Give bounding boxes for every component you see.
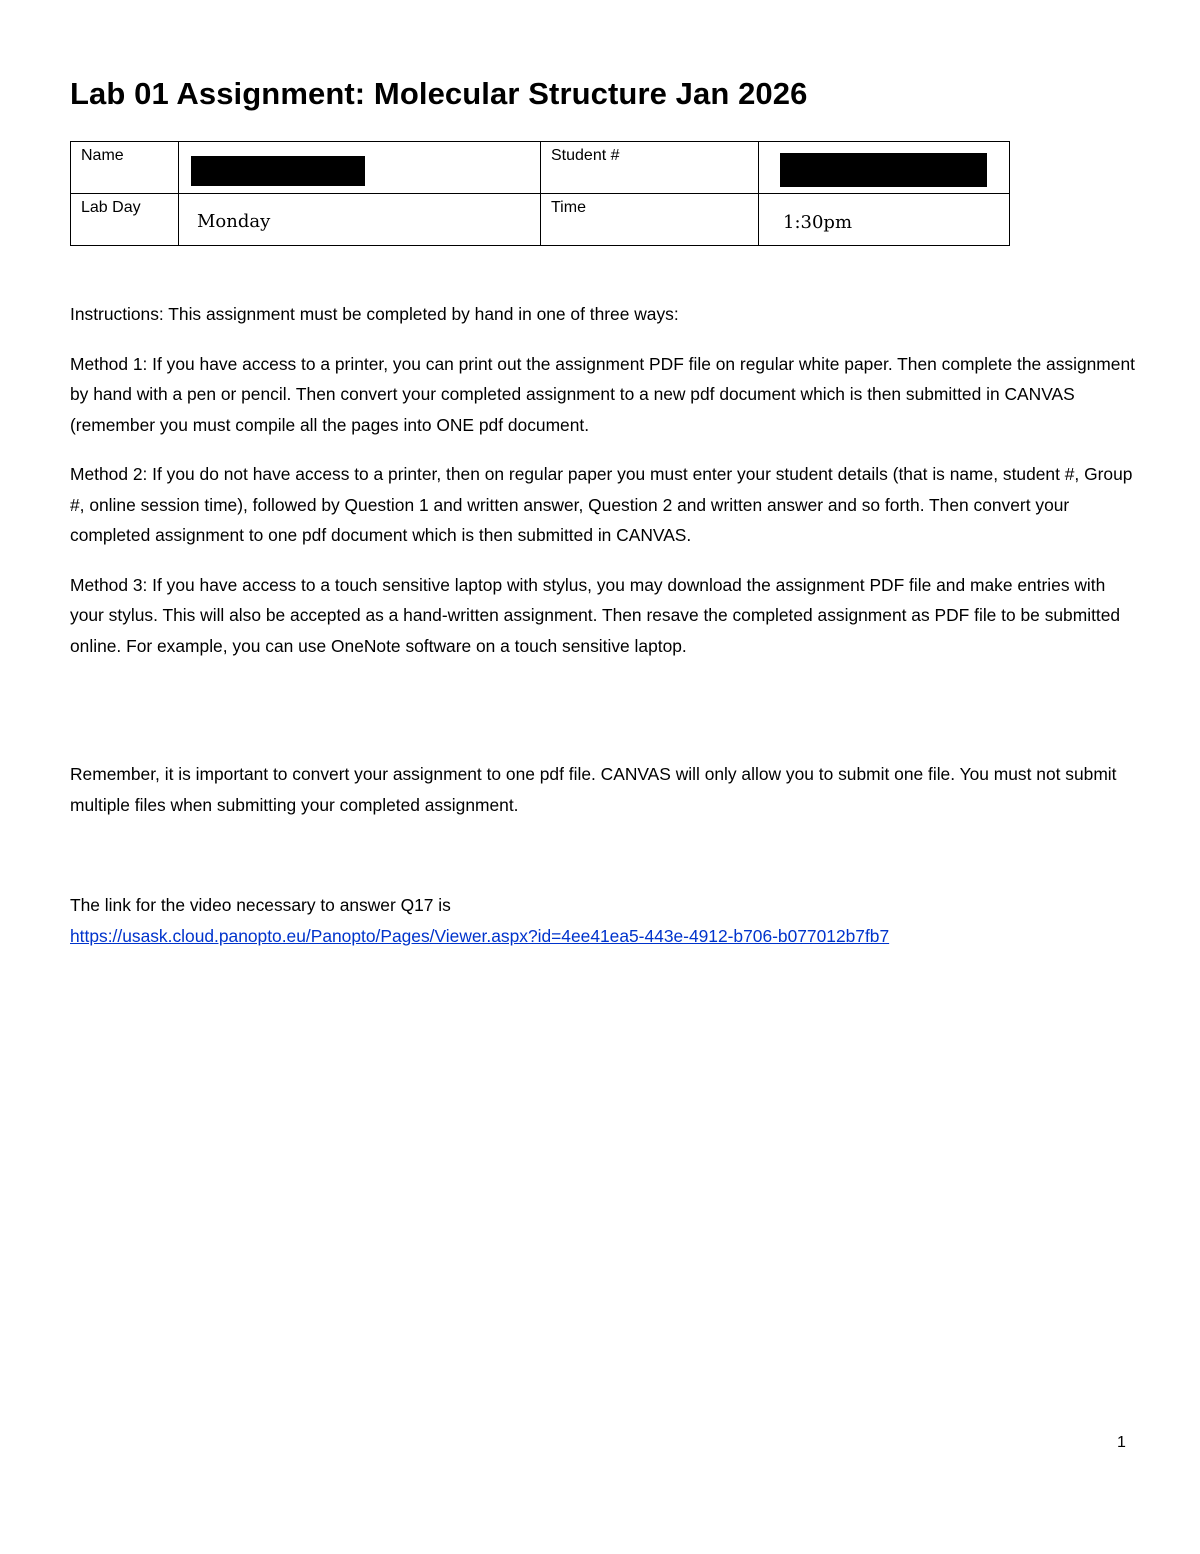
lab-day-value: Monday (197, 211, 271, 232)
time-value: 1:30pm (783, 212, 853, 233)
time-value-cell (759, 194, 1010, 246)
name-label: Name (81, 147, 124, 164)
lab-day-label-cell (71, 194, 179, 246)
instructions-text: Instructions: This assignment must be completed by hand in one of three ways: (70, 304, 679, 324)
table-row (71, 142, 1010, 194)
video-link[interactable]: https://usask.cloud.panopto.eu/Panopto/Pages/Viewer.aspx?id=4ee41ea5-443e-4912-b706-b077012b7fb7 (70, 925, 890, 946)
video-intro-text: The link for the video necessary to answer Q17 is (70, 895, 451, 915)
name-value-cell (179, 142, 541, 194)
page-number: 1 (1117, 1434, 1126, 1451)
time-label-cell (541, 194, 759, 246)
lab-day-value-cell (179, 194, 541, 246)
video-section (70, 890, 1140, 951)
lab-day-label: Lab Day (81, 199, 141, 216)
method2-text: Method 2: If you do not have access to a printer, then on regular paper you must enter your student details (that is name, student #, Group #, online session time), followed by Question 1 and written answer, Question 2 and written answer and so forth. Then convert your completed assignment to one pdf document which is then submitted in CANVAS. (70, 464, 1133, 545)
student-label-cell (541, 142, 759, 194)
method1-text: Method 1: If you have access to a printer, you can print out the assignment PDF file on regular white paper. Then complete the assignment by hand with a pen or pencil. Then convert your completed assignment to a new pdf document which is then submitted in CANVAS (remember you must compile all the pages into ONE pdf document. (70, 353, 1135, 435)
student-info-table (70, 141, 1010, 246)
time-label: Time (551, 199, 586, 216)
name-label-cell (71, 142, 179, 194)
student-number-label: Student # (551, 147, 620, 164)
document-title: Lab 01 Assignment: Molecular Structure Jan 2026 (70, 76, 808, 111)
remember-text: Remember, it is important to convert your assignment to one pdf file. CANVAS will only allow you to submit one file. You must not submit multiple files when submitting your completed assignment. (70, 764, 1117, 815)
student-value-cell (759, 142, 1010, 194)
remember-section (70, 759, 1140, 820)
student-number-redaction (780, 153, 987, 187)
name-redaction (191, 156, 365, 186)
method3-text: Method 3: If you have access to a touch sensitive laptop with stylus, you may download the assignment PDF file and make entries with your stylus. This will also be accepted as a hand-written assignment. Then resave the completed assignment as PDF file to be submitted online. For example, you can use OneNote software on a touch sensitive laptop. (70, 574, 1121, 656)
instructions-section (70, 299, 1140, 661)
table-row (71, 194, 1010, 246)
